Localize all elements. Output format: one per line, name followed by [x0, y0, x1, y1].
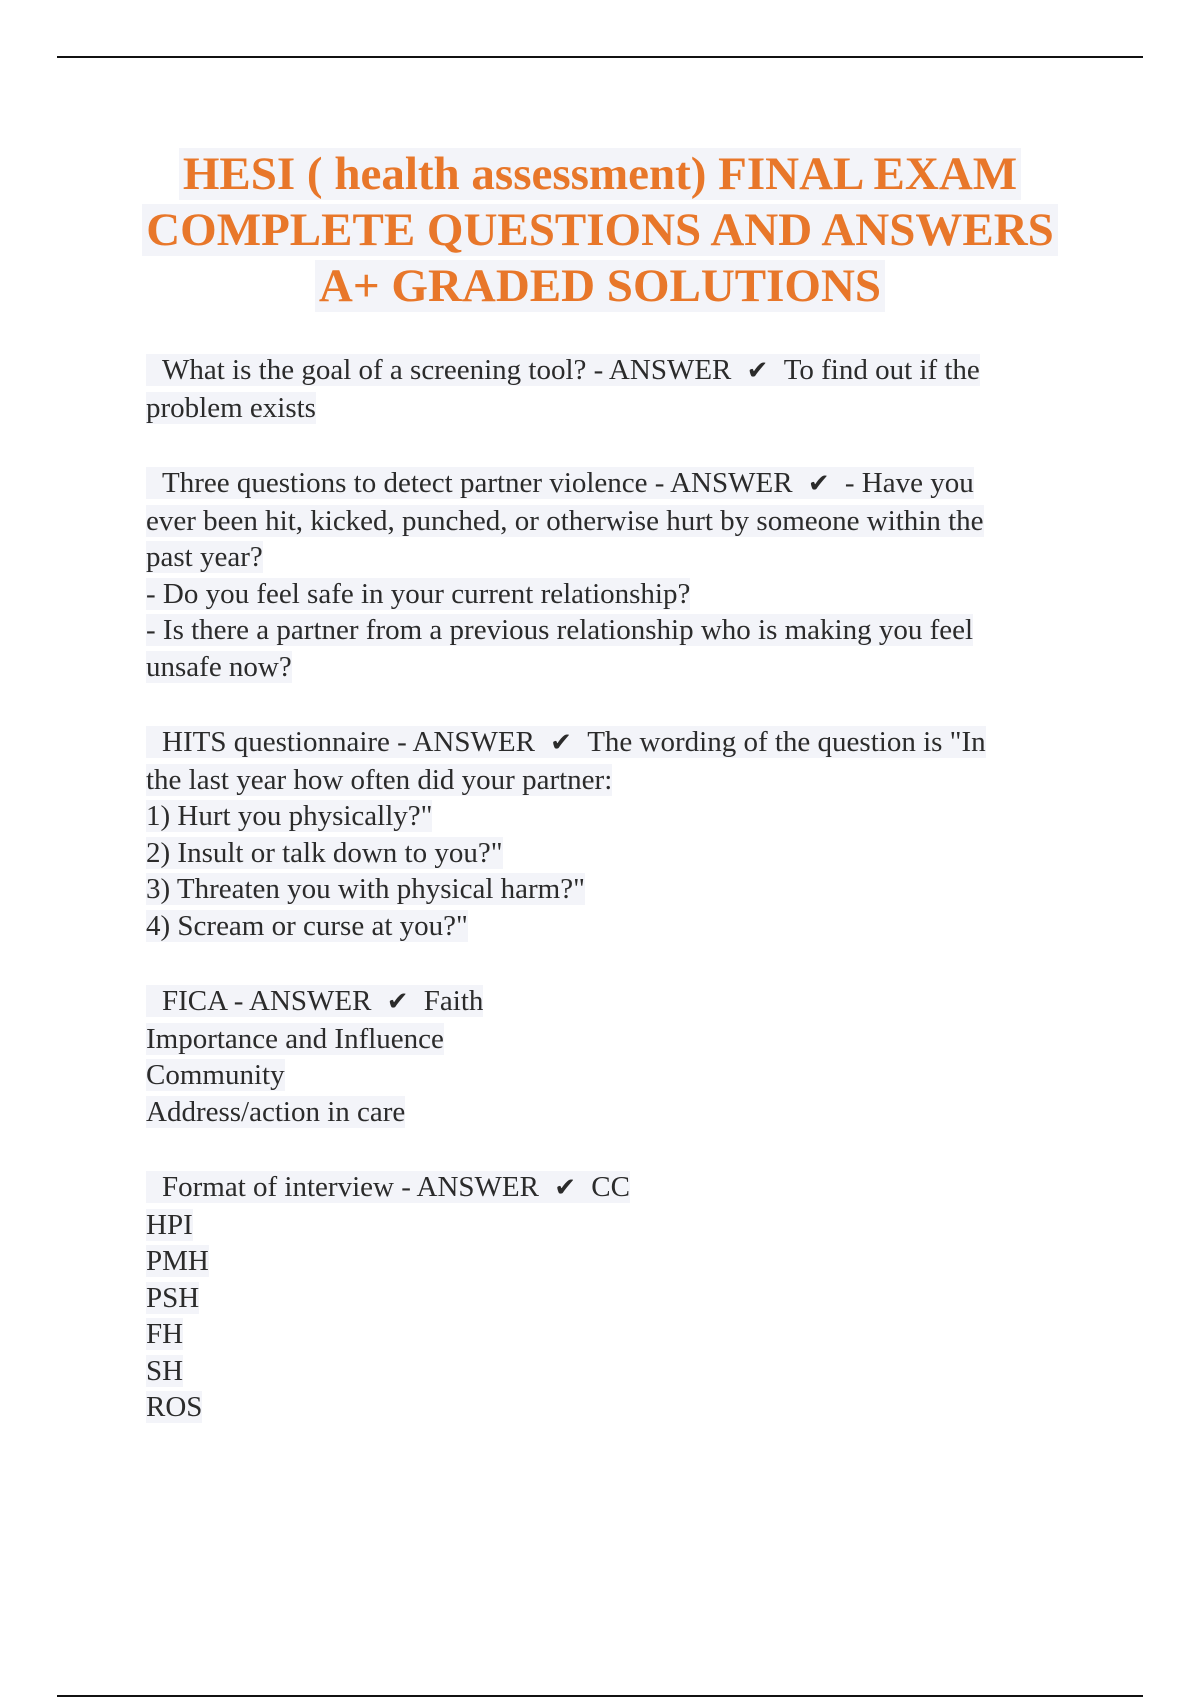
question-text: Three questions to detect partner violence - ANSWER [154, 467, 793, 499]
answer-text: 2) Insult or talk down to you?" [146, 836, 503, 869]
checkmark-icon: ✔ [739, 356, 769, 386]
answer-text: Community [146, 1059, 285, 1091]
checkmark-icon: ✔ [800, 469, 830, 499]
answer-text: ever been hit, kicked, punched, or otherwise hurt by someone within the [146, 504, 984, 537]
answer-text: Faith [416, 985, 484, 1017]
answer-text: past year? [146, 541, 263, 573]
checkmark-icon: ✔ [542, 728, 572, 758]
document-title [100, 146, 1100, 314]
qa-item [146, 352, 1086, 426]
qa-item [146, 465, 1086, 685]
qa-list [146, 352, 1086, 1465]
qa-item [146, 724, 1086, 944]
answer-text: problem exists [146, 391, 316, 424]
answer-text: Address/action in care [146, 1095, 406, 1128]
title-line: A+ GRADED SOLUTIONS [315, 260, 885, 312]
footer-rule [57, 1695, 1143, 1697]
answer-text: PMH [146, 1245, 209, 1277]
qa-item [146, 1169, 1086, 1426]
checkmark-icon: ✔ [546, 1173, 576, 1203]
qa-item [146, 983, 1086, 1130]
question-text: What is the goal of a screening tool? - ANSWER [154, 354, 731, 386]
answer-text: FH [146, 1318, 184, 1350]
question-text: Format of interview - ANSWER [154, 1171, 539, 1203]
answer-text: PSH [146, 1281, 200, 1314]
checkmark-icon: ✔ [379, 987, 409, 1017]
question-text: HITS questionnaire - ANSWER [154, 726, 535, 758]
answer-text: 1) Hurt you physically?" [146, 800, 433, 832]
answer-text: The wording of the question is "In [579, 726, 985, 758]
answer-text: ROS [146, 1391, 203, 1423]
answer-text: - Have you [837, 467, 974, 499]
answer-text: HPI [146, 1208, 193, 1241]
answer-text: - Do you feel safe in your current relationship? [146, 577, 691, 610]
answer-text: CC [583, 1171, 630, 1203]
answer-text: unsafe now? [146, 650, 292, 683]
answer-text: SH [146, 1354, 184, 1387]
title-line: COMPLETE QUESTIONS AND ANSWERS [142, 204, 1058, 256]
answer-text: - Is there a partner from a previous relationship who is making you feel [146, 614, 974, 646]
answer-text: the last year how often did your partner: [146, 763, 613, 796]
title-line: HESI ( health assessment) FINAL EXAM [179, 148, 1021, 200]
answer-text: Importance and Influence [146, 1022, 444, 1055]
answer-text: 4) Scream or curse at you?" [146, 909, 468, 942]
answer-text: 3) Threaten you with physical harm?" [146, 873, 585, 905]
header-rule [57, 56, 1143, 58]
answer-text: To find out if the [776, 354, 980, 386]
question-text: FICA - ANSWER [154, 985, 371, 1017]
